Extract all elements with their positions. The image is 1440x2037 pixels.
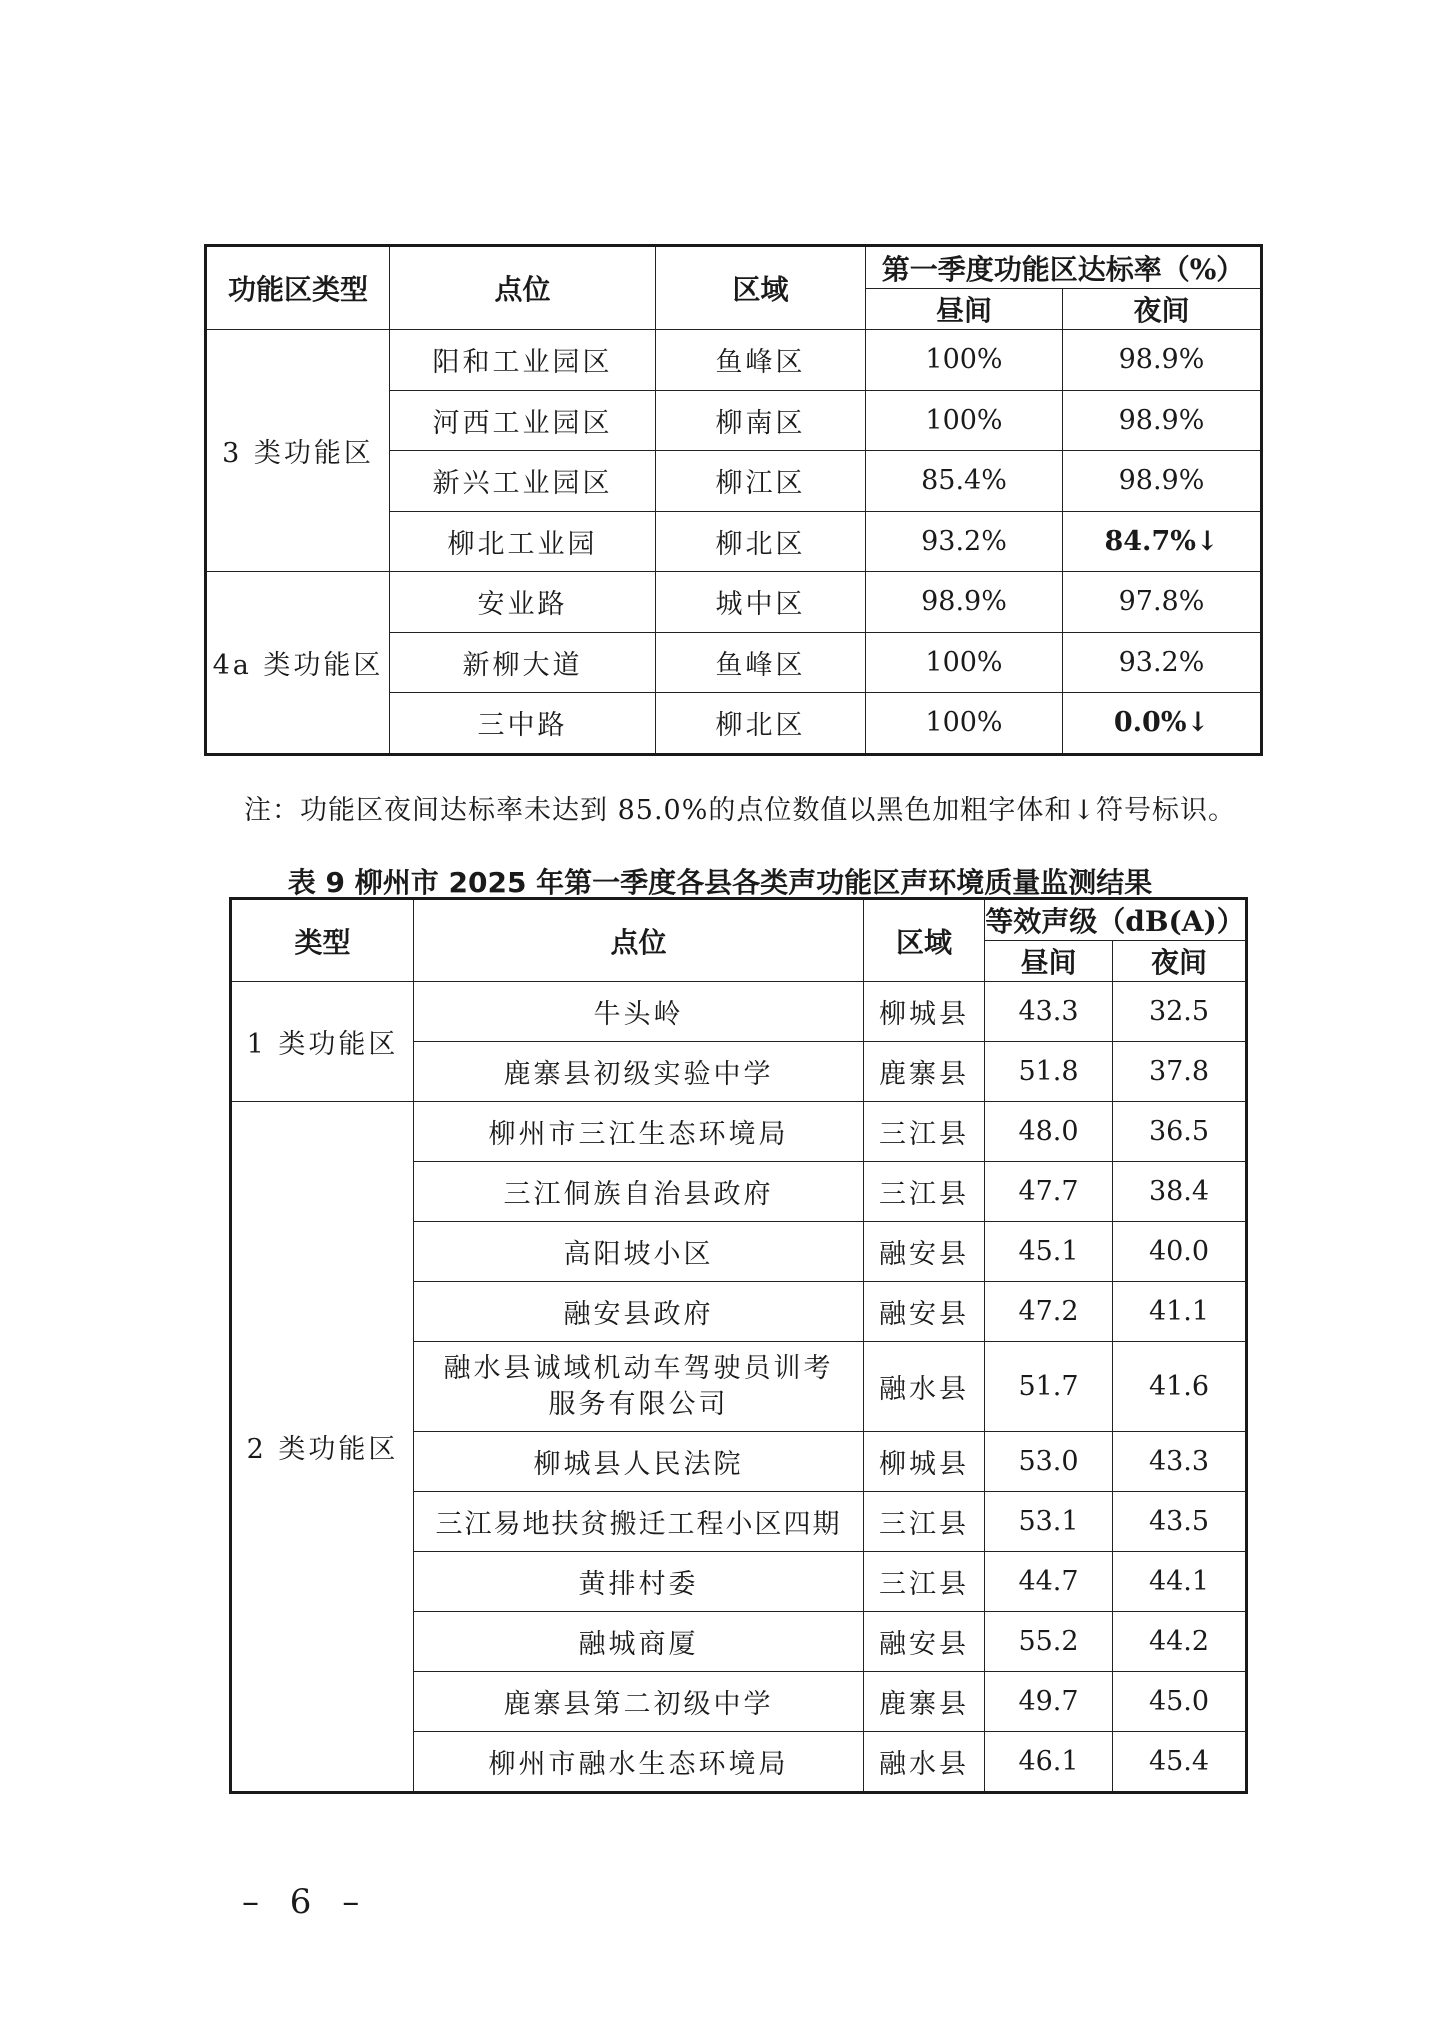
night-value-cell: 38.4: [1113, 1162, 1247, 1222]
night-value-cell: 98.9%: [1063, 390, 1262, 451]
area-cell: 柳北区: [656, 693, 866, 755]
site-line: 融水县诚域机动车驾驶员训考: [443, 1353, 834, 1385]
night-value-cell: 43.3: [1113, 1432, 1247, 1492]
night-value-cell: 98.9%: [1063, 330, 1262, 391]
night-value-cell: 93.2%: [1063, 632, 1262, 693]
header-night: 夜间: [1113, 941, 1247, 982]
area-cell: 三江县: [864, 1492, 985, 1552]
header-day: 昼间: [985, 941, 1113, 982]
header-site: 点位: [390, 246, 656, 330]
area-cell: 柳城县: [864, 1432, 985, 1492]
day-value-cell: 44.7: [985, 1552, 1113, 1612]
night-value-cell: 45.0: [1113, 1672, 1247, 1732]
area-cell: 融安县: [864, 1612, 985, 1672]
day-value-cell: 100%: [866, 632, 1063, 693]
area-cell: 融安县: [864, 1222, 985, 1282]
night-value-cell: 41.1: [1113, 1282, 1247, 1342]
site-line: 服务有限公司: [548, 1388, 729, 1420]
day-value-cell: 47.7: [985, 1162, 1113, 1222]
site-cell: 河西工业园区: [390, 390, 656, 451]
area-cell: 三江县: [864, 1162, 985, 1222]
site-cell: 三江易地扶贫搬迁工程小区四期: [414, 1492, 864, 1552]
night-value-cell: 40.0: [1113, 1222, 1247, 1282]
site-cell: 高阳坡小区: [414, 1222, 864, 1282]
group-type-cell: 1 类功能区: [231, 982, 414, 1102]
day-value-cell: 48.0: [985, 1102, 1113, 1162]
day-value-cell: 100%: [866, 330, 1063, 391]
night-value-cell: 36.5: [1113, 1102, 1247, 1162]
group-type-cell: 4a 类功能区: [206, 572, 390, 755]
header-type: 类型: [231, 899, 414, 982]
header-day: 昼间: [866, 289, 1063, 330]
site-cell: 黄排村委: [414, 1552, 864, 1612]
table-row: [231, 982, 1247, 1042]
site-cell: 阳和工业园区: [390, 330, 656, 391]
area-cell: 城中区: [656, 572, 866, 633]
site-cell: 牛头岭: [414, 982, 864, 1042]
day-value-cell: 51.8: [985, 1042, 1113, 1102]
site-cell: 安业路: [390, 572, 656, 633]
table-caption: 表 9 柳州市 2025 年第一季度各县各类声功能区声环境质量监测结果: [287, 866, 1153, 899]
night-value-cell: 37.8: [1113, 1042, 1247, 1102]
table-row: [231, 1102, 1247, 1162]
area-cell: 融安县: [864, 1282, 985, 1342]
day-value-cell: 100%: [866, 390, 1063, 451]
day-value-cell: 53.0: [985, 1432, 1113, 1492]
area-cell: 融水县: [864, 1732, 985, 1793]
night-value-cell: 98.9%: [1063, 451, 1262, 512]
page-number: – 6 –: [242, 1882, 370, 1922]
header-type: 功能区类型: [206, 246, 390, 330]
area-cell: 鹿寨县: [864, 1042, 985, 1102]
site-cell: 柳城县人民法院: [414, 1432, 864, 1492]
table-row: [206, 330, 1262, 391]
night-value-cell: 97.8%: [1063, 572, 1262, 633]
site-cell: 新兴工业园区: [390, 451, 656, 512]
area-cell: 鱼峰区: [656, 330, 866, 391]
table-note: 注：功能区夜间达标率未达到 85.0%的点位数值以黑色加粗字体和↓符号标识。: [244, 795, 1236, 826]
night-value-cell: 41.6: [1113, 1342, 1247, 1432]
header-area: 区域: [864, 899, 985, 982]
area-cell: 三江县: [864, 1102, 985, 1162]
night-value-cell: 45.4: [1113, 1732, 1247, 1793]
day-value-cell: 46.1: [985, 1732, 1113, 1793]
site-cell-multiline: [414, 1342, 864, 1432]
night-value-cell: 32.5: [1113, 982, 1247, 1042]
site-cell: 柳州市三江生态环境局: [414, 1102, 864, 1162]
day-value-cell: 47.2: [985, 1282, 1113, 1342]
site-cell: 柳州市融水生态环境局: [414, 1732, 864, 1793]
group-type-cell: 3 类功能区: [206, 330, 390, 572]
night-value-cell: 44.1: [1113, 1552, 1247, 1612]
area-cell: 柳南区: [656, 390, 866, 451]
header-area: 区域: [656, 246, 866, 330]
day-value-cell: 55.2: [985, 1612, 1113, 1672]
area-cell: 鹿寨县: [864, 1672, 985, 1732]
county-noise-level-table: [229, 897, 1248, 1794]
site-cell: 柳北工业园: [390, 511, 656, 572]
night-value-cell-flagged: 84.7%↓: [1063, 511, 1262, 572]
area-cell: 融水县: [864, 1342, 985, 1432]
night-value-cell: 43.5: [1113, 1492, 1247, 1552]
day-value-cell: 49.7: [985, 1672, 1113, 1732]
area-cell: 三江县: [864, 1552, 985, 1612]
site-cell: 三江侗族自治县政府: [414, 1162, 864, 1222]
table-row: [206, 572, 1262, 633]
day-value-cell: 45.1: [985, 1222, 1113, 1282]
area-cell: 柳江区: [656, 451, 866, 512]
area-cell: 柳北区: [656, 511, 866, 572]
area-cell: 柳城县: [864, 982, 985, 1042]
day-value-cell: 100%: [866, 693, 1063, 755]
night-value-cell-flagged: 0.0%↓: [1063, 693, 1262, 755]
day-value-cell: 51.7: [985, 1342, 1113, 1432]
day-value-cell: 98.9%: [866, 572, 1063, 633]
header-rate-group: 第一季度功能区达标率（%）: [866, 246, 1262, 289]
header-night: 夜间: [1063, 289, 1262, 330]
site-cell: 鹿寨县第二初级中学: [414, 1672, 864, 1732]
site-cell: 融城商厦: [414, 1612, 864, 1672]
group-type-cell: 2 类功能区: [231, 1102, 414, 1793]
day-value-cell: 93.2%: [866, 511, 1063, 572]
area-cell: 鱼峰区: [656, 632, 866, 693]
night-value-cell: 44.2: [1113, 1612, 1247, 1672]
site-cell: 融安县政府: [414, 1282, 864, 1342]
site-cell: 鹿寨县初级实验中学: [414, 1042, 864, 1102]
day-value-cell: 43.3: [985, 982, 1113, 1042]
site-cell: 三中路: [390, 693, 656, 755]
site-cell: 新柳大道: [390, 632, 656, 693]
day-value-cell: 85.4%: [866, 451, 1063, 512]
noise-compliance-table: [204, 244, 1263, 756]
header-level-group: 等效声级（dB(A)）: [985, 899, 1247, 941]
header-site: 点位: [414, 899, 864, 982]
day-value-cell: 53.1: [985, 1492, 1113, 1552]
